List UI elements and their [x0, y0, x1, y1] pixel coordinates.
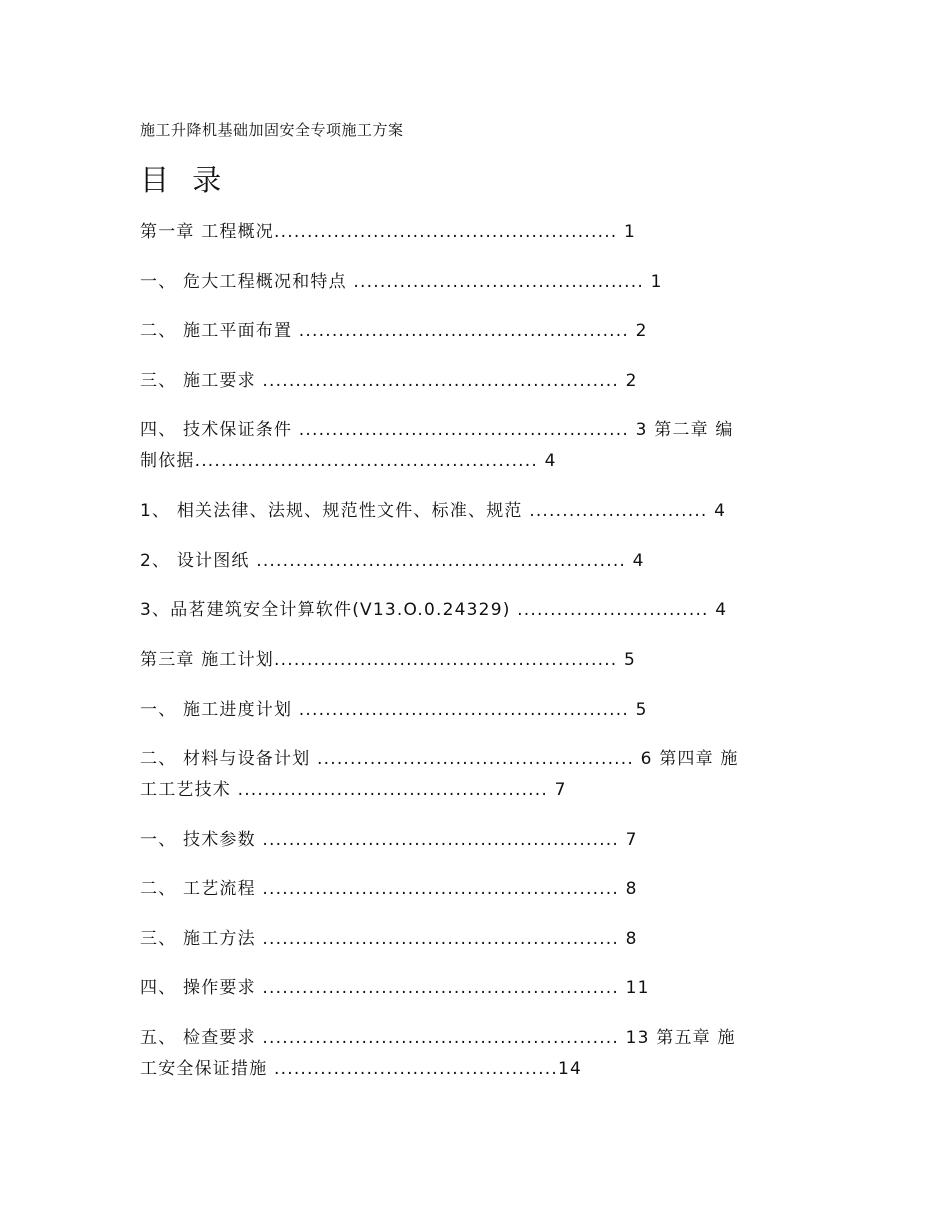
toc-entry[interactable]	[140, 929, 638, 949]
toc-entry-text: 五、 检查要求 ...................................................... 13 第五章 施	[140, 1028, 736, 1048]
toc-entry-text: 二、 材料与设备计划 ................................................ 6 第四章 施	[140, 749, 739, 769]
toc-entry-text: 二、 工艺流程 ...................................................... 8	[140, 879, 638, 899]
toc-entry[interactable]	[140, 222, 636, 242]
toc-entry-text: 第三章 施工计划.................................................... 5	[140, 650, 637, 670]
document-title: 施工升降机基础加固安全专项施工方案	[140, 121, 404, 139]
toc-entry[interactable]	[140, 371, 638, 391]
toc-entry-text: 1、 相关法律、法规、规范性文件、标准、规范 ........................... 4	[140, 501, 727, 521]
toc-entry-text: 三、 施工方法 ...................................................... 8	[140, 929, 638, 949]
toc-entry[interactable]	[140, 879, 638, 899]
toc-entry[interactable]	[140, 650, 636, 670]
toc-entry[interactable]	[140, 551, 645, 571]
toc-entry-text: 3、品茗建筑安全计算软件(V13.O.0.24329) ............................. 4	[140, 600, 728, 620]
toc-entry-text: 二、 施工平面布置 .................................................. 2	[140, 321, 648, 341]
toc-entry-text: 四、 操作要求 ...................................................... 11	[140, 978, 650, 998]
toc-entry[interactable]	[140, 830, 638, 850]
toc-entry-text: 一、 施工进度计划 .................................................. 5	[140, 700, 648, 720]
toc-entry-text: 工工艺技术 ............................................... 7	[140, 780, 567, 800]
toc-entry[interactable]	[140, 978, 650, 998]
toc-entry-text: 一、 危大工程概况和特点 ............................................ 1	[140, 272, 663, 292]
toc-entry[interactable]	[140, 1028, 736, 1048]
toc-entry-text: 三、 施工要求 ...................................................... 2	[140, 371, 638, 391]
toc-entry[interactable]	[140, 272, 663, 292]
toc-entry[interactable]	[140, 501, 726, 521]
toc-entry[interactable]	[140, 780, 567, 800]
toc-entry-text: 制依据.................................................... 4	[140, 451, 557, 471]
toc-entry[interactable]	[140, 420, 734, 440]
toc-entry[interactable]	[140, 749, 739, 769]
toc-entry[interactable]	[140, 600, 727, 620]
toc-entry-text: 一、 技术参数 ...................................................... 7	[140, 830, 638, 850]
toc-heading: 目 录	[140, 163, 229, 197]
toc-entry[interactable]	[140, 451, 557, 471]
toc-entry[interactable]	[140, 321, 648, 341]
toc-entry-text: 工安全保证措施 ...........................................14	[140, 1059, 582, 1079]
toc-entry-text: 第一章 工程概况.................................................... 1	[140, 222, 637, 242]
toc-entry[interactable]	[140, 1059, 582, 1079]
toc-entry-text: 2、 设计图纸 ........................................................ 4	[140, 551, 645, 571]
toc-entry-text: 四、 技术保证条件 .................................................. 3 第二章 编	[140, 420, 734, 440]
toc-entry[interactable]	[140, 700, 648, 720]
